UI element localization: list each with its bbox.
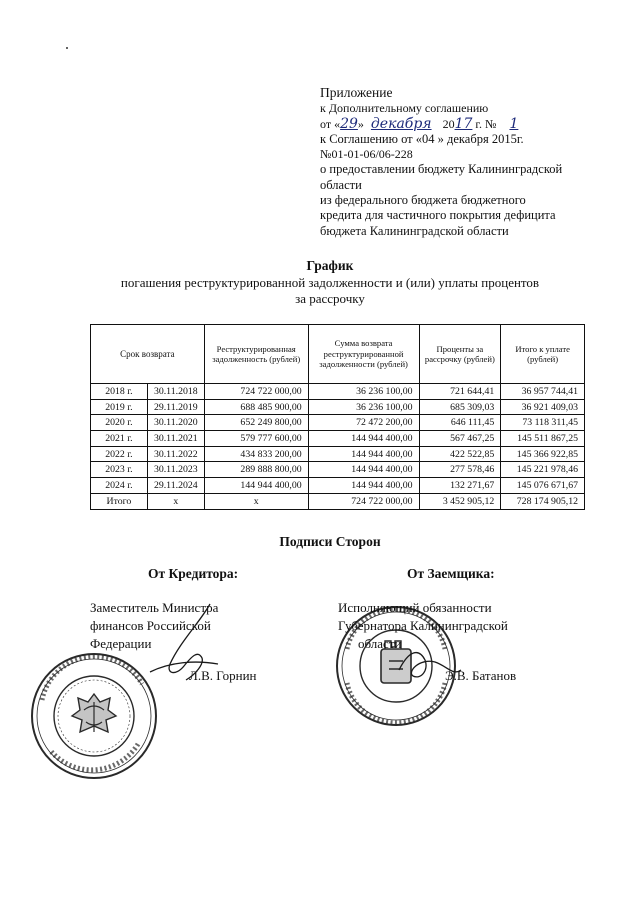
year-prefix: 20	[442, 116, 455, 131]
creditor-name: Л.В. Горнин	[189, 668, 257, 683]
cell-year: 2024 г.	[91, 478, 148, 494]
appendix-line-7: из федерального бюджета бюджетного	[320, 193, 526, 208]
cell-interest: 685 309,03	[419, 399, 501, 415]
date-prefix: от «	[320, 116, 341, 131]
cell-total-sum: 724 722 000,00	[308, 493, 419, 509]
cell-date: 30.11.2023	[147, 462, 204, 478]
creditor-position-line-2: финансов Российской	[90, 618, 211, 634]
cell-sum: 144 944 400,00	[308, 446, 419, 462]
appendix-line-4: №01-01-06/06-228	[320, 147, 413, 162]
signatures-title: Подписи Сторон	[279, 534, 381, 549]
appendix-line-5: о предоставлении бюджету Калининградской	[320, 162, 563, 177]
date-mid: »	[357, 116, 364, 131]
cell-year: 2023 г.	[91, 462, 148, 478]
handwritten-month: декабря	[370, 115, 432, 132]
cell-total: 36 957 744,41	[501, 384, 585, 400]
schedule-heading	[0, 258, 640, 307]
header-term: Срок возврата	[91, 325, 205, 384]
cell-interest: 721 644,41	[419, 384, 501, 400]
cell-total: 36 921 409,03	[501, 399, 585, 415]
appendix-line-1: к Дополнительному соглашению	[320, 101, 489, 116]
cell-sum: 36 236 100,00	[308, 384, 419, 400]
cell-interest: 422 522,85	[419, 446, 501, 462]
creditor-position-line-1: Заместитель Министра	[90, 600, 219, 615]
cell-total-restructured: x	[204, 493, 308, 509]
cell-total-label: Итого	[91, 493, 148, 509]
cell-year: 2022 г.	[91, 446, 148, 462]
table-totals-row	[91, 493, 585, 509]
cell-restructured: 144 944 400,00	[204, 478, 308, 494]
borrower-signature-icon	[395, 640, 465, 690]
borrower-label: От Заемщика:	[407, 566, 495, 581]
creditor-position-line-3: Федерации	[90, 636, 152, 652]
cell-year: 2018 г.	[91, 384, 148, 400]
cell-sum: 144 944 400,00	[308, 478, 419, 494]
appendix-line-3: к Соглашению от «04 » декабря 2015г.	[320, 131, 524, 146]
table-row	[91, 399, 585, 415]
table-row	[91, 384, 585, 400]
cell-total-interest: 3 452 905,12	[419, 493, 501, 509]
cell-total-date: x	[147, 493, 204, 509]
cell-total-total: 728 174 905,12	[501, 493, 585, 509]
cell-total: 145 511 867,25	[501, 431, 585, 447]
schedule-subtitle-1: погашения реструктурированной задолженности и (или) уплаты процентов	[120, 275, 540, 290]
handwritten-number: 1	[509, 115, 519, 132]
borrower-position-line-2: Губернатора Калининградской	[338, 618, 508, 634]
cell-sum: 144 944 400,00	[308, 462, 419, 478]
table-row	[91, 462, 585, 478]
cell-total: 145 366 922,85	[501, 446, 585, 462]
cell-restructured: 652 249 800,00	[204, 415, 308, 431]
cell-sum: 144 944 400,00	[308, 431, 419, 447]
cell-sum: 36 236 100,00	[308, 399, 419, 415]
appendix-block	[320, 85, 620, 239]
cell-year: 2019 г.	[91, 399, 148, 415]
header-restructured: Реструктурированная задолженность (рублей)	[204, 325, 308, 384]
borrower-name: Э.В. Батанов	[445, 668, 517, 683]
creditor-signature-icon	[140, 602, 230, 692]
cell-total: 145 221 978,46	[501, 462, 585, 478]
handwritten-year: 17	[454, 115, 473, 132]
cell-year: 2021 г.	[91, 431, 148, 447]
table-row	[91, 478, 585, 494]
table-header-row	[91, 325, 585, 384]
repayment-table	[90, 324, 585, 510]
cell-interest: 132 271,67	[419, 478, 501, 494]
cell-total: 73 118 311,45	[501, 415, 585, 431]
appendix-line-8: кредита для частичного покрытия дефицита	[320, 208, 556, 223]
cell-interest: 277 578,46	[419, 462, 501, 478]
header-interest: Проценты за рассрочку (рублей)	[419, 325, 501, 384]
appendix-line-6: области	[320, 177, 362, 192]
cell-restructured: 579 777 600,00	[204, 431, 308, 447]
table-row	[91, 415, 585, 431]
borrower-position-line-3: области	[358, 636, 402, 652]
handwritten-day: 29	[340, 115, 358, 132]
cell-interest: 567 467,25	[419, 431, 501, 447]
schedule-subtitle-2: за рассрочку	[295, 291, 365, 306]
header-total: Итого к уплате (рублей)	[501, 325, 585, 384]
cell-total: 145 076 671,67	[501, 478, 585, 494]
cell-date: 29.11.2019	[147, 399, 204, 415]
scan-speck	[66, 47, 68, 49]
cell-restructured: 289 888 800,00	[204, 462, 308, 478]
cell-restructured: 724 722 000,00	[204, 384, 308, 400]
creditor-label: От Кредитора:	[148, 566, 239, 581]
cell-date: 30.11.2018	[147, 384, 204, 400]
schedule-title: График	[306, 258, 354, 273]
appendix-line-9: бюджета Калининградской области	[320, 223, 509, 238]
cell-date: 30.11.2022	[147, 446, 204, 462]
cell-date: 29.11.2024	[147, 478, 204, 494]
table-row	[91, 431, 585, 447]
cell-date: 30.11.2020	[147, 415, 204, 431]
year-suffix: г. №	[475, 116, 497, 131]
table-row	[91, 446, 585, 462]
cell-interest: 646 111,45	[419, 415, 501, 431]
cell-year: 2020 г.	[91, 415, 148, 431]
cell-restructured: 688 485 900,00	[204, 399, 308, 415]
borrower-position-line-1: Исполняющий обязанности	[338, 600, 492, 615]
cell-date: 30.11.2021	[147, 431, 204, 447]
appendix-date-line	[320, 117, 620, 132]
cell-restructured: 434 833 200,00	[204, 446, 308, 462]
appendix-title: Приложение	[320, 85, 393, 100]
cell-sum: 72 472 200,00	[308, 415, 419, 431]
header-sum: Сумма возврата реструктурированной задолженности (рублей)	[308, 325, 419, 384]
